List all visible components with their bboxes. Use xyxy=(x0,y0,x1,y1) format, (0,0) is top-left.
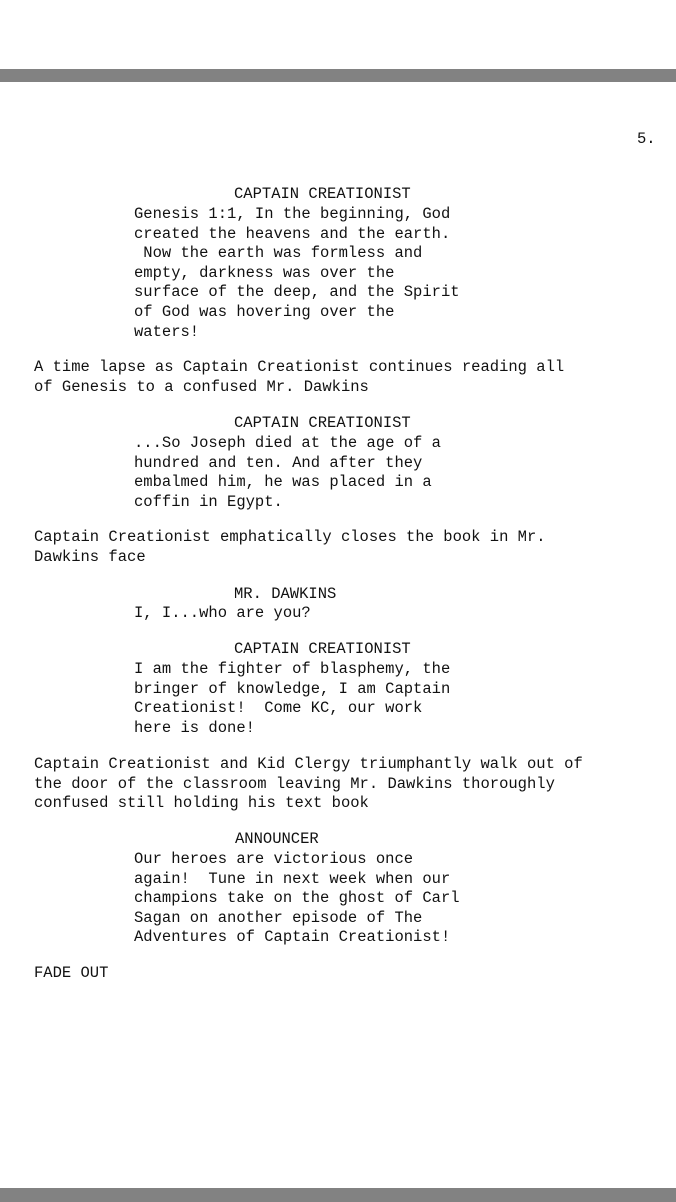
dialogue: ...So Joseph died at the age of a hundred and ten. And after they embalmed him, he was placed in a coffin in Egypt. xyxy=(134,434,441,511)
character-name: CAPTAIN CREATIONIST xyxy=(234,640,411,658)
dialogue: I am the fighter of blasphemy, the bringer of knowledge, I am Captain Creationist! Come KC, our work here is done! xyxy=(134,660,451,737)
page-number: 5. xyxy=(637,130,656,148)
dialogue: Genesis 1:1, In the beginning, God created the heavens and the earth. Now the earth was formless and empty, darkness was over the surface of the deep, and the Spirit of God was hovering over the waters! xyxy=(134,205,460,341)
page-separator-bottom xyxy=(0,1188,676,1202)
character-name: CAPTAIN CREATIONIST xyxy=(234,185,411,203)
transition: FADE OUT xyxy=(34,964,109,982)
action-line: A time lapse as Captain Creationist continues reading all of Genesis to a confused Mr. Dawkins xyxy=(34,358,565,396)
character-name: ANNOUNCER xyxy=(235,830,319,848)
action-line: Captain Creationist emphatically closes the book in Mr. Dawkins face xyxy=(34,528,546,566)
character-name: CAPTAIN CREATIONIST xyxy=(234,414,411,432)
dialogue: Our heroes are victorious once again! Tune in next week when our champions take on the ghost of Carl Sagan on another episode of The Adventures of Captain Creationist! xyxy=(134,850,460,947)
page-separator-top xyxy=(0,69,676,82)
dialogue: I, I...who are you? xyxy=(134,604,311,622)
script-page xyxy=(0,82,676,1188)
action-line: Captain Creationist and Kid Clergy triumphantly walk out of the door of the classroom leaving Mr. Dawkins thoroughly confused still holding his text book xyxy=(34,755,583,813)
character-name: MR. DAWKINS xyxy=(234,585,337,603)
